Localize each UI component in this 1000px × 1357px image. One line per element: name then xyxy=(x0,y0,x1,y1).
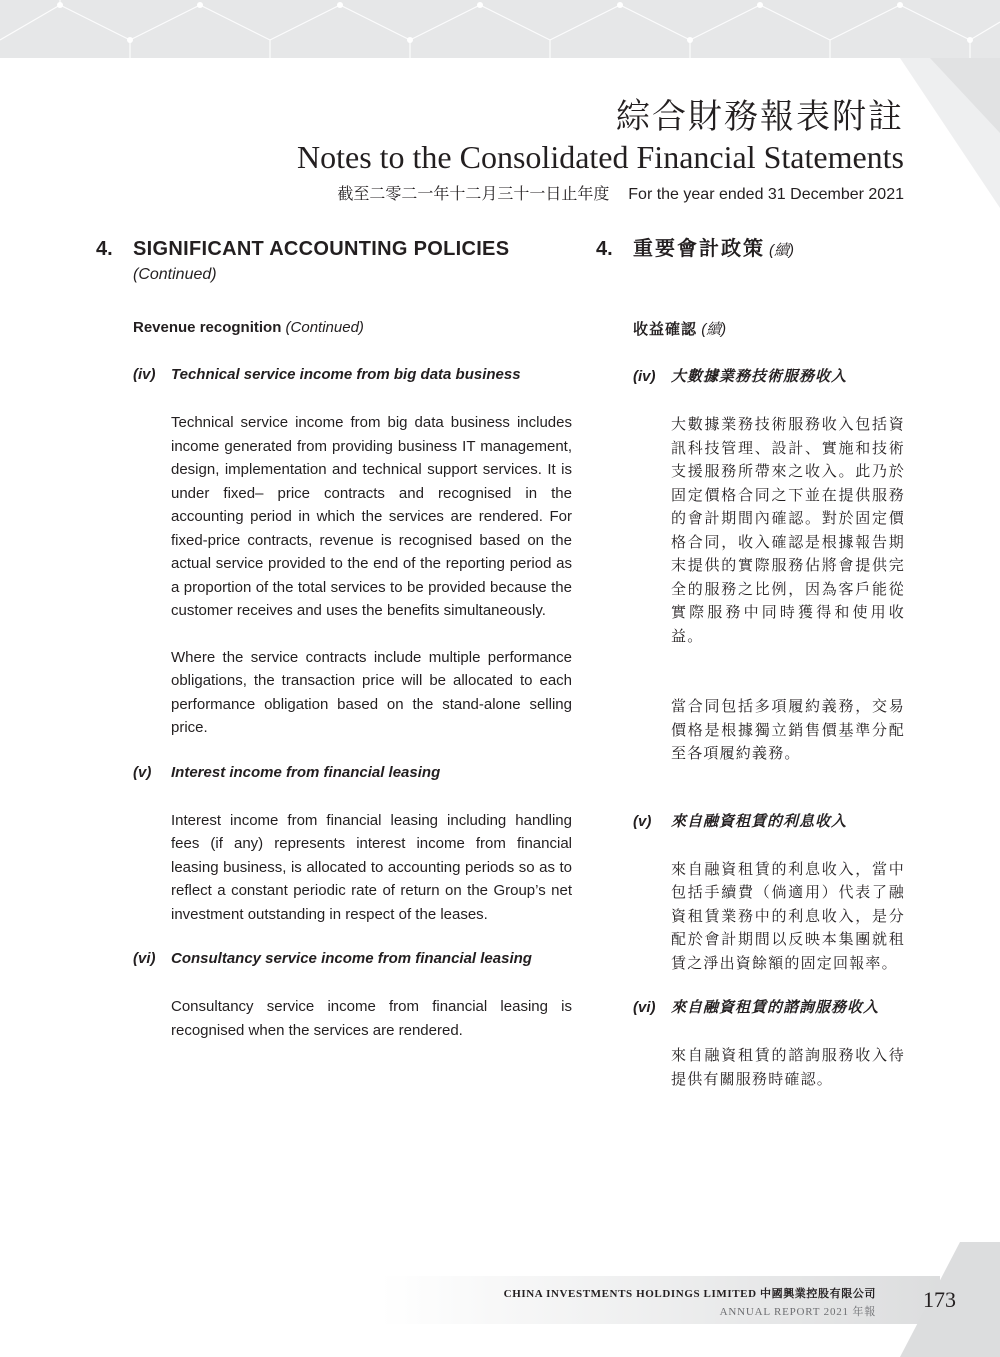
page-header xyxy=(297,95,904,204)
paragraph: Where the service contracts include multiple performance obligations, the transaction price will be allocated to each performance obligation based on the stand-alone selling price. xyxy=(171,648,572,736)
item-number: (v) xyxy=(633,812,652,830)
section-continued: (Continued) xyxy=(133,266,217,283)
item-number: (v) xyxy=(133,763,152,781)
item-heading xyxy=(633,998,905,1018)
item-number: (iv) xyxy=(133,366,156,383)
subsection-continued: (Continued) xyxy=(285,319,364,336)
english-column xyxy=(96,236,572,1042)
footer-company: CHINA INVESTMENTS HOLDINGS LIMITED 中國興業控股有限公司 xyxy=(503,1288,876,1300)
item-number: (iv) xyxy=(633,368,656,385)
subsection-title: 收益確認 xyxy=(633,321,698,338)
item-title: Interest income from financial leasing xyxy=(171,763,441,781)
item-title: 來自融資租賃的諮詢服務收入 xyxy=(671,999,880,1016)
paragraph: 來自融資租賃的諮詢服務收入待提供有關服務時確認。 xyxy=(671,1047,905,1088)
item-title: Consultancy service income from financial leasing xyxy=(171,950,532,967)
page-subtitle xyxy=(297,181,904,204)
section-title: 重要會計政策 xyxy=(633,238,765,260)
footer-report: ANNUAL REPORT 2021 年報 xyxy=(719,1306,876,1318)
section-number: 4. xyxy=(596,238,613,260)
item-heading xyxy=(133,763,572,783)
subsection-continued: (續) xyxy=(701,321,727,338)
paragraph: 當合同包括多項履約義務，交易價格是根據獨立銷售價基準分配至各項履約義務。 xyxy=(671,698,905,762)
subsection-heading xyxy=(133,318,572,338)
subtitle-chinese: 截至二零二一年十二月三十一日止年度 xyxy=(337,186,610,203)
paragraph: 來自融資租賃的利息收入，當中包括手續費（倘適用）代表了融資租賃業務中的利息收入，是分配於會計期間以反映本集團就租賃之淨出資餘額的固定回報率。 xyxy=(671,860,905,972)
item-heading xyxy=(633,367,905,387)
section-continued: (續) xyxy=(769,242,794,259)
section-number: 4. xyxy=(96,238,113,260)
paragraph: Consultancy service income from financial leasing is recognised when the services are rendered. xyxy=(171,998,572,1039)
page-title-english: Notes to the Consolidated Financial Statements xyxy=(296,139,904,175)
item-title: 大數據業務技術服務收入 xyxy=(671,368,848,385)
section-title: SIGNIFICANT ACCOUNTING POLICIES xyxy=(133,238,510,260)
chinese-column xyxy=(596,236,905,1091)
subtitle-english: For the year ended 31 December 2021 xyxy=(628,186,904,203)
section-heading xyxy=(96,236,572,288)
hexagon-pattern xyxy=(0,0,1000,58)
footer xyxy=(504,1285,876,1319)
paragraph: 大數據業務技術服務收入包括資訊科技管理、設計、實施和技術支援服務所帶來之收入。此乃於固定價格合同之下並在提供服務的會計期間內確認。對於固定價格合同，收入確認是根據報告期末提供的實際服務佔將會提供完全的服務之比例，因為客戶能從實際服務中同時獲得和使用收益。 xyxy=(671,416,905,645)
subsection-heading xyxy=(633,320,905,340)
header-banner xyxy=(0,0,1000,58)
paragraph: Interest income from financial leasing including handling fees (if any) represents interest income from financial leasing business, is allocated to accounting periods so as to reflect a constant periodic rate of return on the Group’s net investment outstanding in respect of the leases. xyxy=(171,811,572,923)
item-number: (vi) xyxy=(133,950,156,967)
item-heading xyxy=(633,812,905,832)
item-heading xyxy=(133,949,572,969)
corner-decoration xyxy=(900,58,1000,208)
item-number: (vi) xyxy=(633,999,656,1016)
section-heading xyxy=(596,236,905,264)
item-title: Technical service income from big data business xyxy=(171,366,521,383)
page-number: 173 xyxy=(923,1287,956,1312)
subsection-title: Revenue recognition xyxy=(133,319,282,336)
item-heading xyxy=(133,365,572,385)
paragraph: Technical service income from big data business includes income generated from providing business IT management, design, implementation and technical support services. It is under fixed– price contracts and recognised in the accounting period in which the services are rendered. For fixed-price contracts, revenue is recognised based on the actual service provided to the end of the reporting period as a proportion of the total services to be provided because the customer receives and uses the benefits simultaneously. xyxy=(171,414,572,619)
page-title-chinese: 綜合財務報表附註 xyxy=(616,97,904,137)
item-title: 來自融資租賃的利息收入 xyxy=(671,812,848,830)
